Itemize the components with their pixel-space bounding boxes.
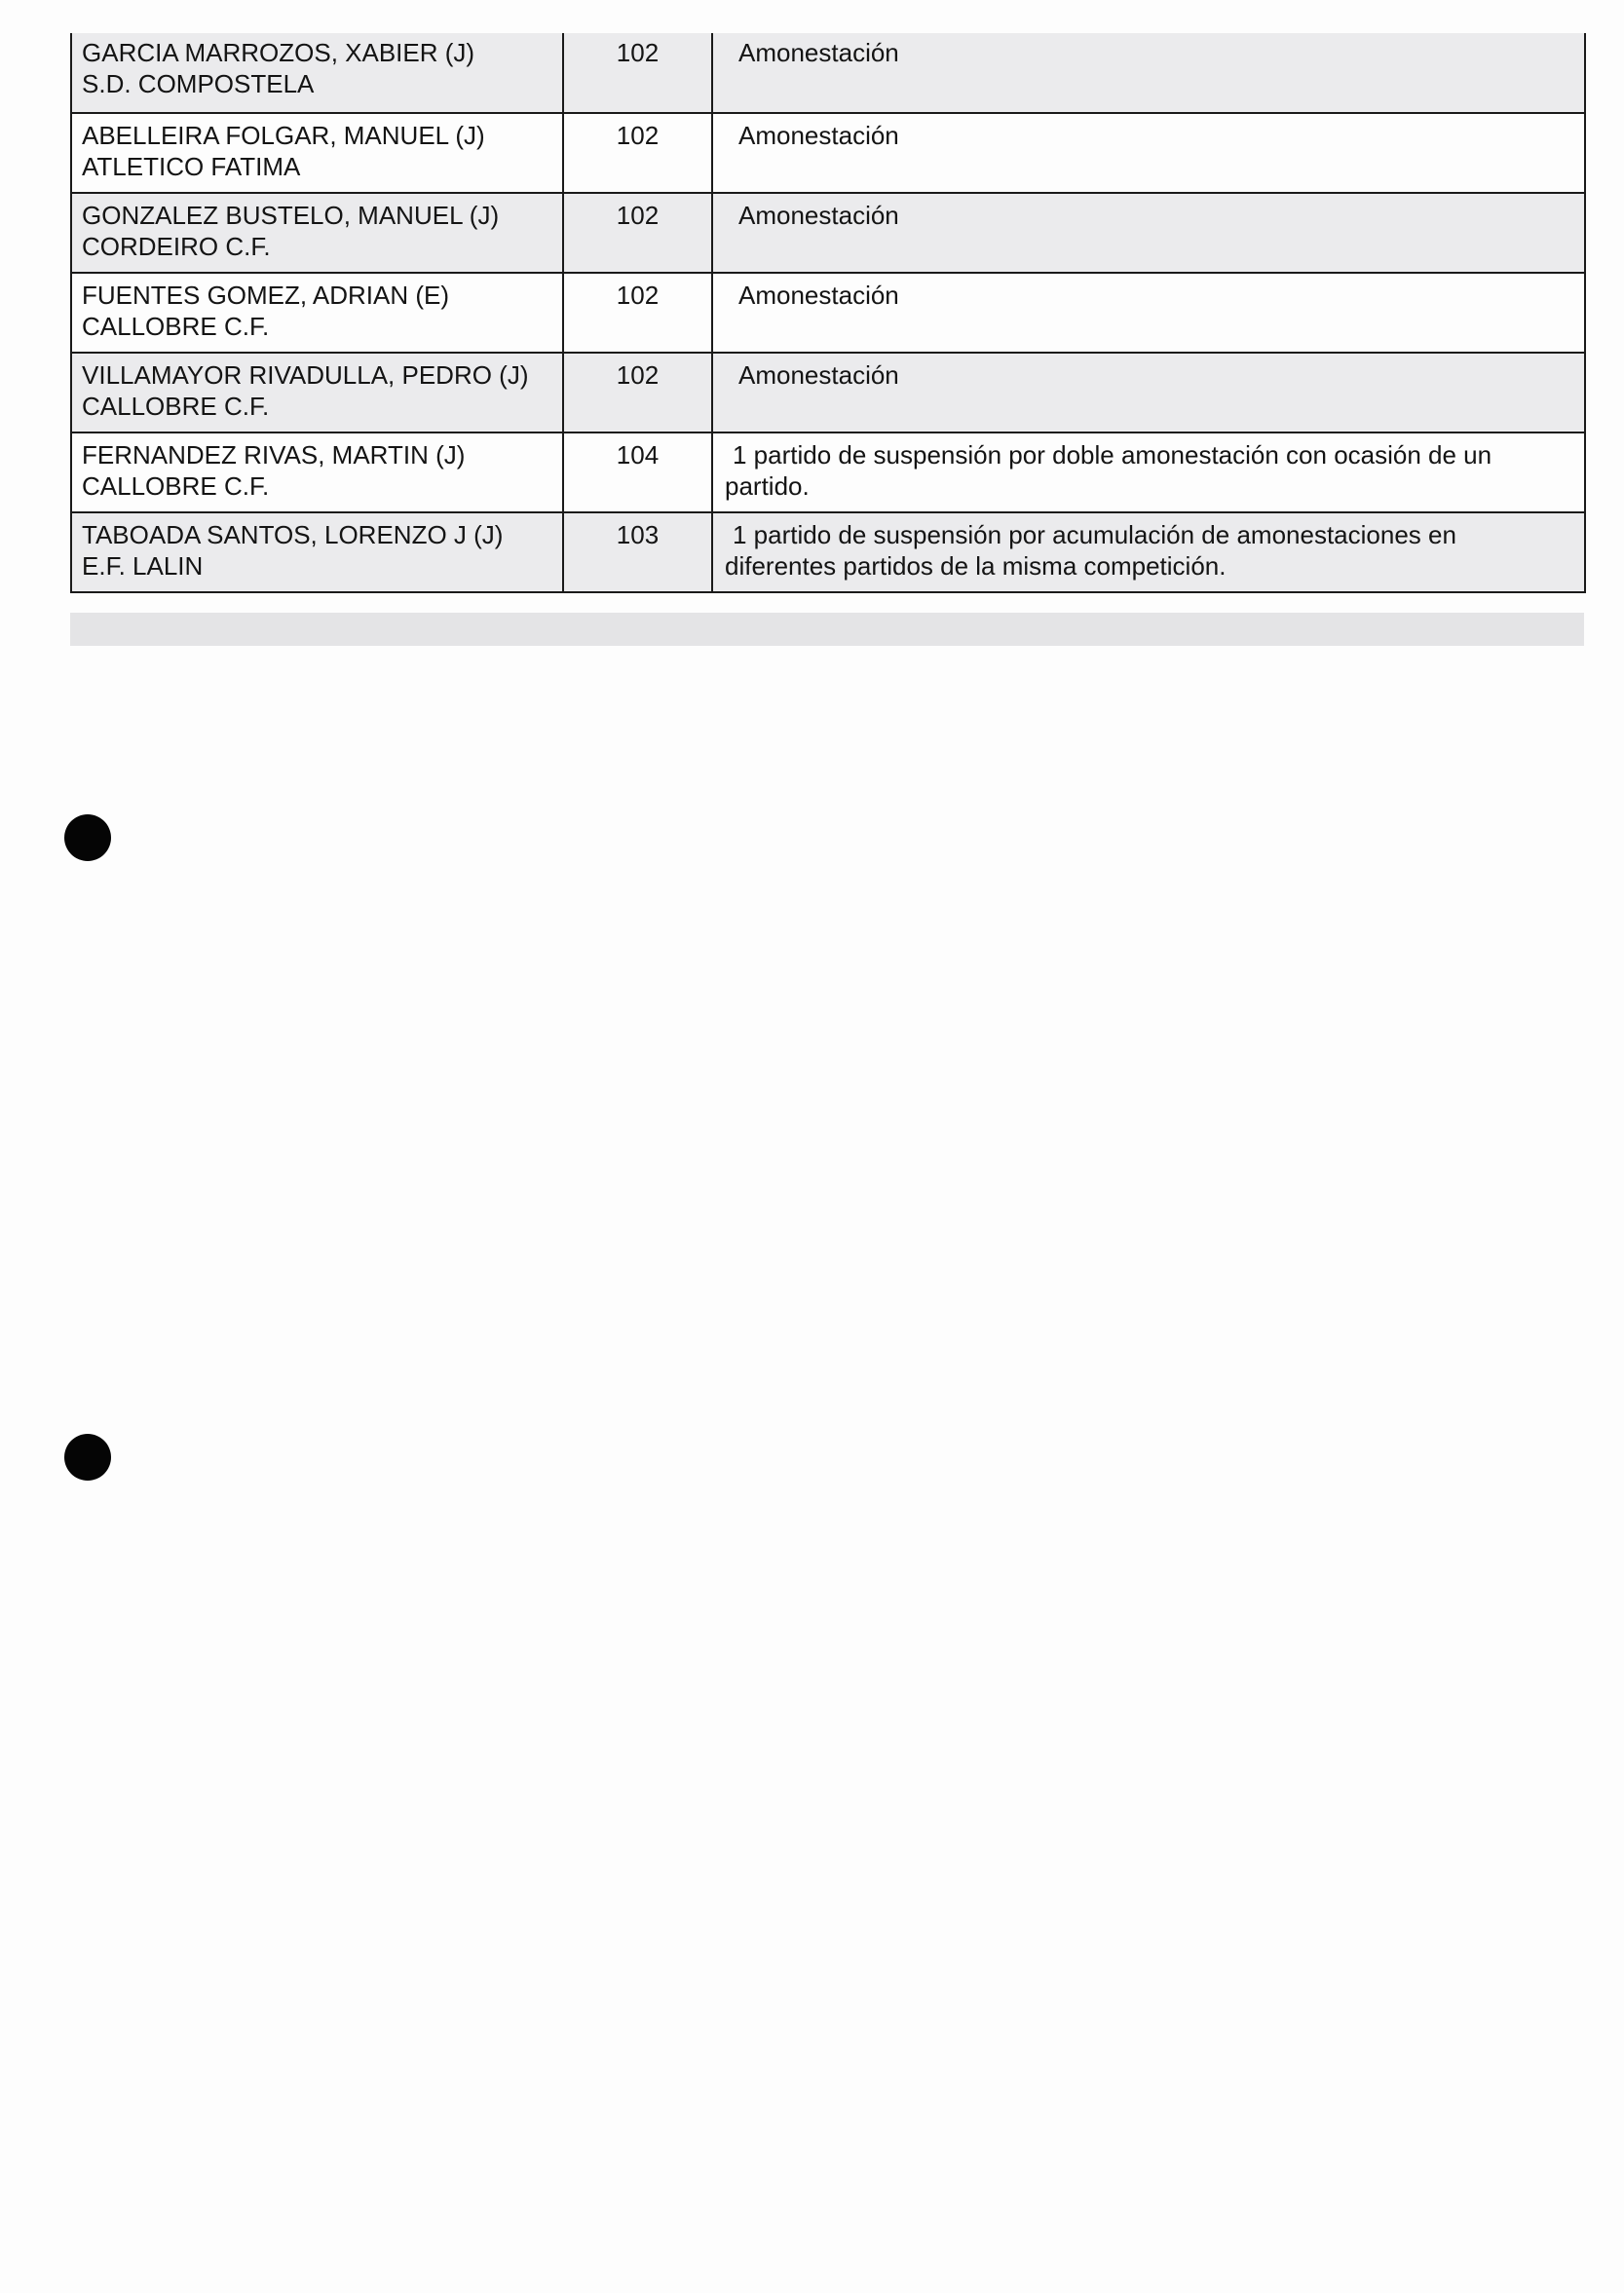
sanction-text: Amonestación [712,113,1585,193]
player-cell [71,353,563,432]
club-name: S.D. COMPOSTELA [82,69,315,98]
player-cell [71,273,563,353]
player-cell [71,33,563,113]
club-name: CORDEIRO C.F. [82,232,271,261]
table-row [71,353,1585,432]
player-cell [71,193,563,273]
player-name: FERNANDEZ RIVAS, MARTIN (J) [82,440,466,470]
club-name: CALLOBRE C.F. [82,392,270,421]
sanction-text: 1 partido de suspensión por acumulación de amonestaciones en diferentes partidos de la misma competición. [712,512,1585,592]
table-row [71,512,1585,592]
article-code: 104 [563,432,712,512]
club-name: E.F. LALIN [82,551,204,581]
table-row [71,193,1585,273]
sanction-text: Amonestación [712,193,1585,273]
article-code: 102 [563,193,712,273]
player-name: TABOADA SANTOS, LORENZO J (J) [82,520,504,549]
sanction-text: Amonestación [712,353,1585,432]
punch-hole-icon [64,814,111,861]
sanctions-table [70,33,1586,593]
club-name: CALLOBRE C.F. [82,312,270,341]
club-name: ATLETICO FATIMA [82,152,301,181]
table-row [71,113,1585,193]
player-name: GONZALEZ BUSTELO, MANUEL (J) [82,201,500,230]
article-code: 102 [563,273,712,353]
player-cell [71,432,563,512]
player-name: VILLAMAYOR RIVADULLA, PEDRO (J) [82,360,529,390]
player-cell [71,113,563,193]
article-code: 102 [563,353,712,432]
table-footer-band [70,613,1584,646]
club-name: CALLOBRE C.F. [82,471,270,501]
table-row [71,33,1585,113]
sanction-text: Amonestación [712,33,1585,113]
article-code: 102 [563,113,712,193]
player-name: FUENTES GOMEZ, ADRIAN (E) [82,281,450,310]
punch-hole-icon [64,1434,111,1481]
table-row [71,273,1585,353]
sanction-text: 1 partido de suspensión por doble amonestación con ocasión de un partido. [712,432,1585,512]
player-name: ABELLEIRA FOLGAR, MANUEL (J) [82,121,485,150]
article-code: 103 [563,512,712,592]
player-cell [71,512,563,592]
table-row [71,432,1585,512]
player-name: GARCIA MARROZOS, XABIER (J) [82,38,475,67]
article-code: 102 [563,33,712,113]
sanction-text: Amonestación [712,273,1585,353]
